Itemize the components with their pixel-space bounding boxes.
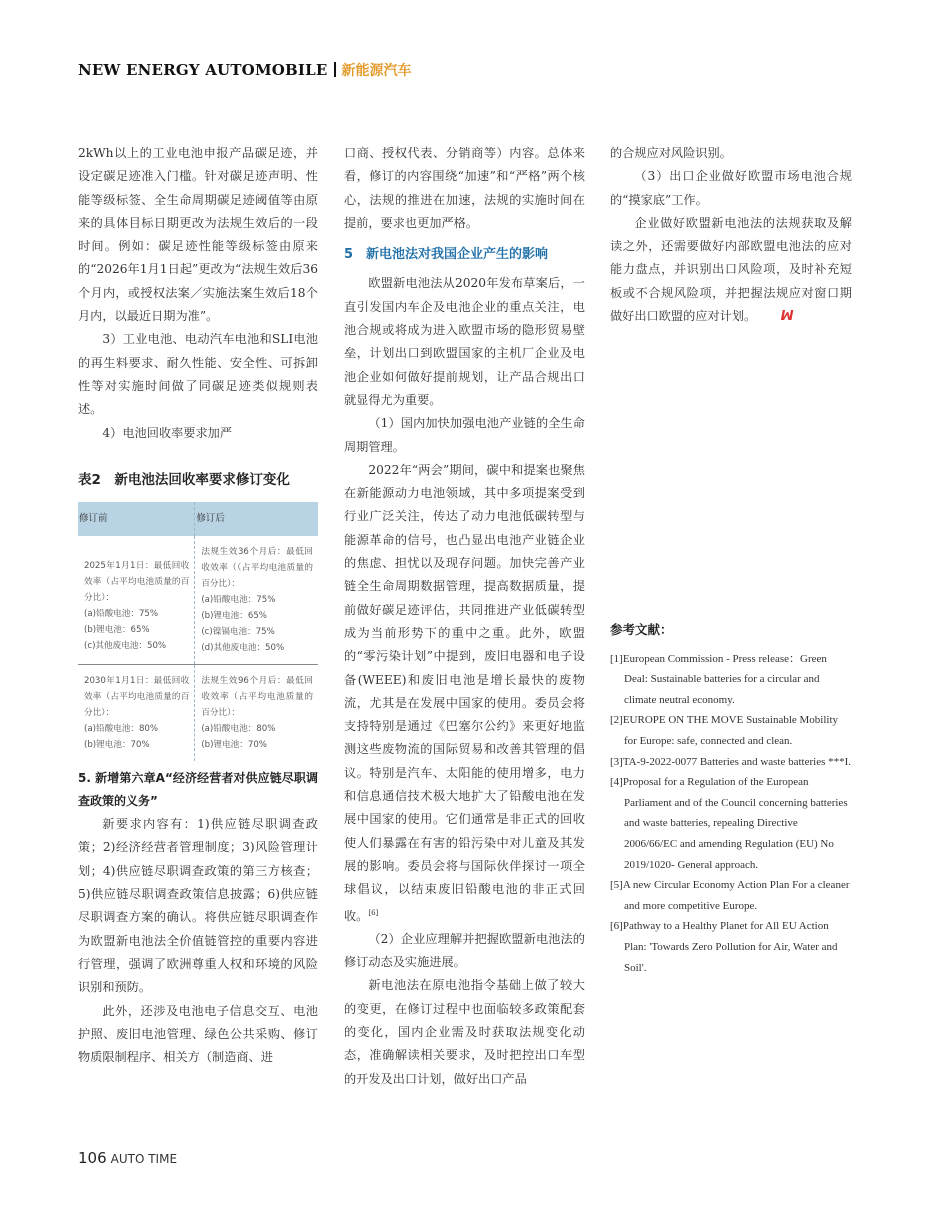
references-title: 参考文献： bbox=[610, 622, 673, 637]
paragraph: 此外，还涉及电池电子信息交互、电池护照、废旧电池管理、绿色公共采购、修订物质限制程序、相关方（制造商、进 bbox=[78, 1003, 318, 1065]
paragraph: （2）企业应理解并把握欧盟新电池法的修订动态及实施进展。 bbox=[344, 931, 585, 970]
cell-line: 2030年1月1日：最低回收效率（占平均电池质量的百分比）： bbox=[84, 676, 190, 719]
reference-item: [1]European Commission - Press release：Green Deal: Sustainable batteries for a circular and climate neutral economy. bbox=[610, 652, 827, 706]
reference-item: [2]EUROPE ON THE MOVE Sustainable Mobility for Europe: safe, connected and clean. bbox=[610, 714, 839, 747]
cell-line: (a)铅酸电池：75% bbox=[84, 609, 159, 620]
column-1 bbox=[78, 142, 318, 1069]
subsection-heading: 5. 新增第六章A“经济经营者对供应链尽职调查政策的义务” bbox=[78, 771, 318, 809]
paragraph: 口商、授权代表、分销商等）内容。总体来看，修订的内容围绕“加速”和“严格”两个核心，法规的推进在加速，法规的实施时间在提前，要求也更加严格。 bbox=[344, 146, 585, 230]
table-cell bbox=[78, 536, 195, 665]
citation: [6] bbox=[368, 908, 379, 917]
paragraph: 的合规应对风险识别。 bbox=[610, 146, 732, 160]
table-header-after: 修订后 bbox=[195, 502, 318, 536]
header-chinese: 新能源汽车 bbox=[341, 63, 412, 79]
cell-line: 法规生效96个月后：最低回收效率（占平均电池质量的百分比）： bbox=[201, 676, 313, 719]
cell-line: (b)锂电池：65% bbox=[201, 611, 267, 622]
paragraph: （1）国内加快加强电池产业链的全生命周期管理。 bbox=[344, 416, 585, 454]
cell-line: (c)镍镉电池：75% bbox=[201, 627, 275, 638]
header-divider bbox=[334, 62, 336, 77]
paragraph: 欧盟新电池法从2020年发布草案后，一直引发国内车企及电池企业的重点关注，电池合规或将成为进入欧盟市场的隐形贸易壁垒，计划出口到欧盟国家的主机厂企业及电池企业如何做好提前规划，让产品合规出口就显得尤为重要。 bbox=[344, 276, 585, 407]
references bbox=[610, 620, 852, 978]
cell-line: (b)锂电池：70% bbox=[84, 740, 150, 751]
table-header-before: 修订前 bbox=[78, 502, 195, 536]
table-cell bbox=[195, 665, 318, 762]
magazine-name: AUTO TIME bbox=[110, 1152, 178, 1166]
cell-line: (a)铅酸电池：80% bbox=[201, 724, 276, 735]
reference-item: [6]Pathway to a Healthy Planet for All EU Action Plan: 'Towards Zero Pollution for Air, Water and Soil'. bbox=[610, 920, 838, 974]
table-row bbox=[78, 536, 318, 665]
paragraph-text: 企业做好欧盟新电池法的法规获取及解读之外，还需要做好内部欧盟电池法的应对能力盘点，并识别出口风险项，及时补充短板或不合规风险项，并把握法规应对窗口期做好出口欧盟的应对计划。 bbox=[610, 215, 852, 324]
column-2 bbox=[344, 142, 585, 1091]
cell-line: (c)其他废电池：50% bbox=[84, 641, 167, 652]
column-3 bbox=[610, 142, 852, 328]
running-header bbox=[78, 60, 412, 80]
paragraph-text: 2022年“两会”期间，碳中和提案也聚焦在新能源动力电池领域，其中多项提案受到行业广泛关注，传达了动力电池低碳转型与能源革命的信号，也凸显出电池产业链企业的焦虑、担忧以及现存问题。加快完善产业链全生命周期数据管理，提高数据质量，提前做好碳足迹评估，共同推进产业低碳转型成为当前形势下的重中之重。此外，欧盟的“零污染计划”中提到，废旧电器和电子设备(WEEE)和废旧电池是增长最快的废物流，尤其是在发展中国家的使用。委员会将支持特别是通过《巴塞尔公约》来更好地监测这些废物流的国际贸易和改善其管理的倡议。特别是汽车、太阳能的使用增多，电力和信息通信技术极大地扩大了铅酸电池在发展中国家的使用。它们通常是非正式的回收使人们暴露在有害的铅污染中对儿童及其发展的影响。委员会将与国际伙伴探讨一项全球倡议，以结束废旧铅酸电池的非正式回收。 bbox=[344, 462, 585, 923]
reference-item: [4]Proposal for a Regulation of the European Parliament and of the Council concerning batteries and waste batteries, repealing Directive 2006/66/EC and amending Regulation (EU) No 2019/1020- General approach. bbox=[610, 776, 848, 871]
reference-item: [5]A new Circular Economy Action Plan For a cleaner and more competitive Europe. bbox=[610, 879, 850, 912]
paragraph: 新电池法在原电池指令基础上做了较大的变更，在修订过程中也面临较多政策配套的变化，国内企业需及时获取法规变化动态，准确解读相关要求，及时把控出口车型的开发及出口计划，做好出口产品 bbox=[344, 978, 585, 1086]
recovery-rate-table bbox=[78, 502, 318, 761]
table-cell bbox=[78, 665, 195, 762]
cell-line: (d)其他废电池：50% bbox=[201, 643, 285, 654]
cell-line: (b)锂电池：65% bbox=[84, 625, 150, 636]
table-cell bbox=[195, 536, 318, 665]
page-number: 106 bbox=[78, 1149, 107, 1167]
cell-line: (b)锂电池：70% bbox=[201, 740, 267, 751]
cell-line: (a)铅酸电池：75% bbox=[201, 595, 276, 606]
cell-line: 法规生效36个月后：最低回收效率（（占平均电池质量的百分比）： bbox=[201, 547, 313, 590]
reference-item: [3]TA-9-2022-0077 Batteries and waste batteries ***I. bbox=[610, 755, 852, 768]
end-mark-icon: ꟽ bbox=[780, 309, 794, 325]
table-title: 表2 新电池法回收率要求修订变化 bbox=[78, 471, 290, 488]
paragraph bbox=[610, 212, 852, 328]
cell-line: 2025年1月1日：最低回收效率（占平均电池质量的百分比）： bbox=[84, 561, 190, 604]
cell-line: (a)铅酸电池：80% bbox=[84, 724, 159, 735]
header-english: NEW ENERGY AUTOMOBILE bbox=[78, 61, 328, 79]
page-footer bbox=[78, 1148, 177, 1167]
table-row bbox=[78, 665, 318, 762]
paragraph: 2kWh以上的工业电池申报产品碳足迹，并设定碳足迹准入门槛。针对碳足迹声明、性能等级标签、全生命周期碳足迹阈值等由原来的具体目标日期更改为法规生效后的一段时间。例如：碳足迹性能等级标签由原来的“2026年1月1日起”更改为“法规生效后36个月内，或授权法案／实施法案生效后18个月内，以最近日期为准”。 bbox=[78, 146, 318, 324]
paragraph: 3）工业电池、电动汽车电池和SLI电池的再生料要求、耐久性能、安全性、可拆卸性等对实施时间做了同碳足迹类似规则表述。 bbox=[78, 332, 318, 417]
paragraph bbox=[344, 459, 585, 928]
paragraph: （3）出口企业做好欧盟市场电池合规的“摸家底”工作。 bbox=[610, 169, 852, 207]
paragraph: 新要求内容有：1)供应链尽职调查政策；2)经济经营者管理制度；3)风险管理计划；4)供应链尽职调查政策的第三方核查；5)供应链尽职调查政策信息披露；6)供应链尽职调查方案的确认。将供应链尽职调查作为欧盟新电池法全价值链管控的重要内容进行管理，强调了欧洲尊重人权和环境的风险识别和预防。 bbox=[78, 817, 318, 995]
paragraph: 4）电池回收率要求加严 bbox=[102, 425, 233, 440]
section-heading: 5 新电池法对我国企业产生的影响 bbox=[344, 247, 549, 263]
